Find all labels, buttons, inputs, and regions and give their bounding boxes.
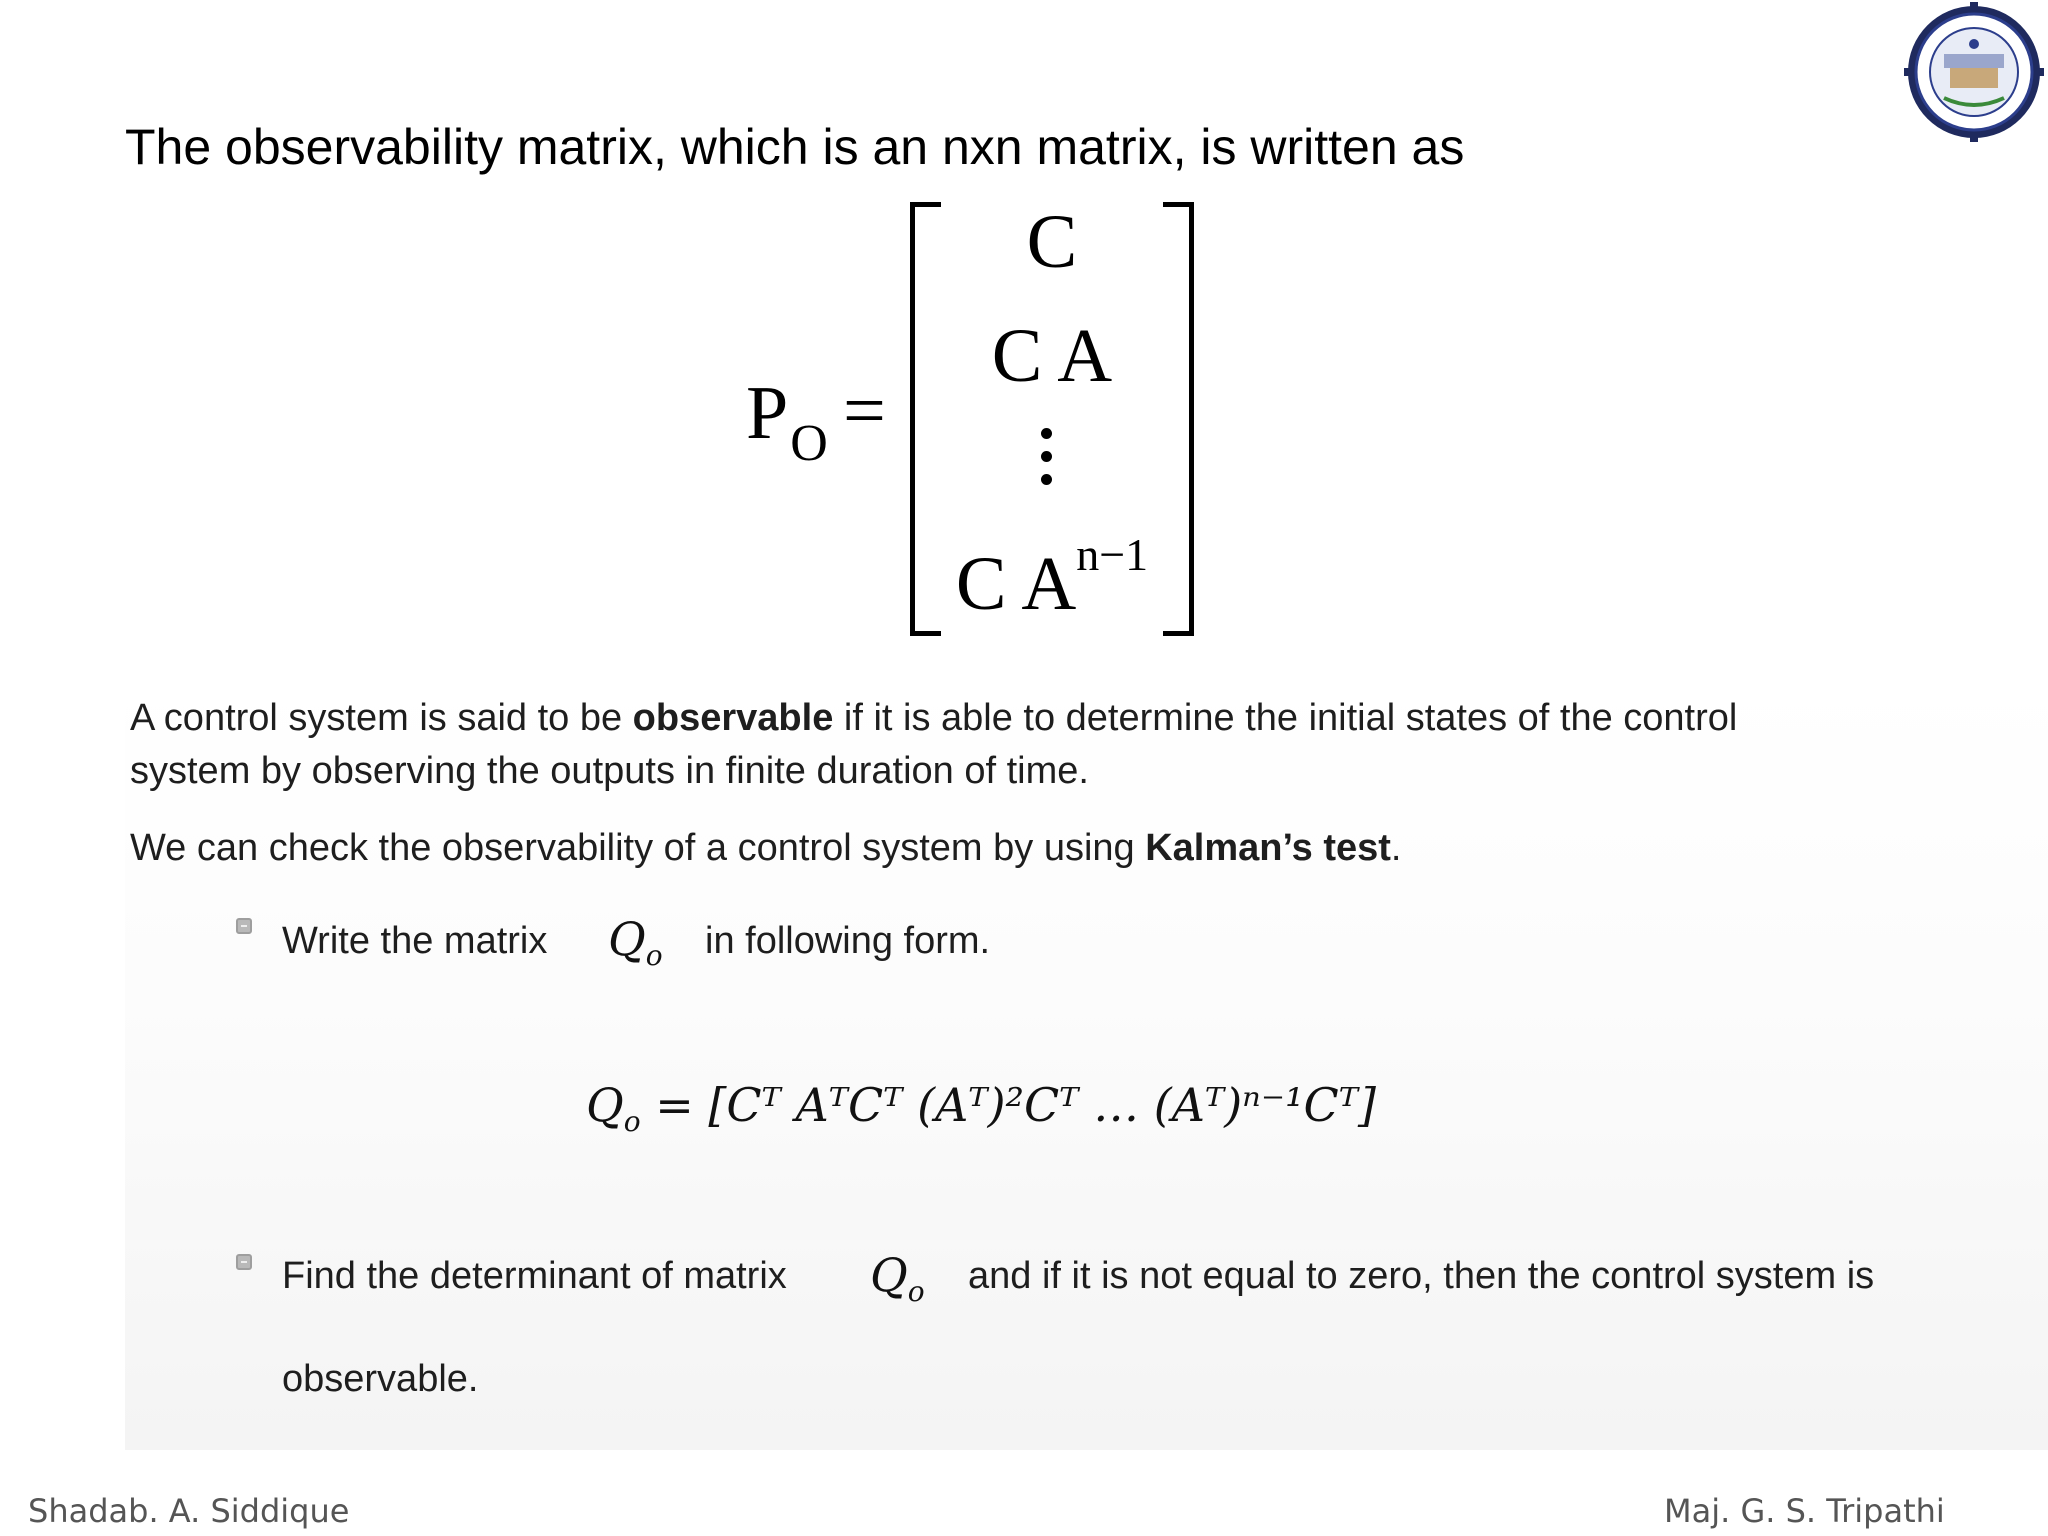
matrix-label <box>746 370 828 472</box>
university-seal-icon <box>1904 2 2044 142</box>
matrix-label-subscript: O <box>790 415 828 472</box>
bullet1-text: Write the matrix <box>282 920 548 962</box>
university-logo <box>1904 2 2044 142</box>
bullet1-q-symbol <box>608 912 663 972</box>
qo-formula <box>586 1078 1376 1138</box>
q-subscript: o <box>645 939 663 973</box>
formula-lhs-subscript: o <box>623 1105 641 1139</box>
definition-paragraph-line2: system by observing the outputs in finite duration of time. <box>130 750 1089 792</box>
matrix-label-base: P <box>746 371 789 455</box>
definition-paragraph-line1 <box>130 692 1737 745</box>
formula-rhs: = [Cᵀ AᵀCᵀ (Aᵀ)²Cᵀ … (Aᵀ)ⁿ⁻¹Cᵀ] <box>655 1078 1376 1132</box>
bullet-icon <box>236 1254 252 1270</box>
observable-term: observable <box>632 697 834 739</box>
bullet2-text-line2: observable. <box>282 1358 479 1400</box>
kalman-period: . <box>1390 827 1402 869</box>
q-symbol: Q <box>870 1248 908 1302</box>
bullet2-q-symbol <box>870 1248 925 1308</box>
q-subscript: o <box>907 1275 925 1309</box>
bullet1-text-after: in following form. <box>705 920 991 962</box>
footer-author-right: Maj. G. S. Tripathi <box>1664 1492 1945 1530</box>
kalman-test-term: Kalman’s test <box>1145 827 1391 869</box>
kalman-paragraph <box>130 822 1401 875</box>
matrix-row3-exponent: n−1 <box>1076 529 1149 580</box>
matrix-row3-base: C A <box>955 542 1077 626</box>
matrix-row-c: C <box>1026 200 1078 284</box>
bullet2-text-after: and if it is not equal to zero, then the control system is <box>968 1255 1875 1297</box>
matrix-equals-sign: = <box>843 369 886 453</box>
kalman-text: We can check the observability of a control system by using <box>130 827 1146 869</box>
vertical-ellipsis-icon <box>1038 428 1054 497</box>
definition-text: A control system is said to be <box>130 697 633 739</box>
matrix-row-ca-n-1 <box>902 529 1202 626</box>
bullet-icon <box>236 918 252 934</box>
footer-author-left: Shadab. A. Siddique <box>28 1492 350 1530</box>
matrix-row-ca: C A <box>991 314 1113 398</box>
q-symbol: Q <box>608 912 646 966</box>
formula-lhs: Q <box>586 1078 624 1132</box>
definition-text-cont: if it is able to determine the initial states of the control <box>833 697 1738 739</box>
bullet2-text: Find the determinant of matrix <box>282 1255 787 1297</box>
slide-heading: The observability matrix, which is an nxn matrix, is written as <box>125 119 1465 175</box>
